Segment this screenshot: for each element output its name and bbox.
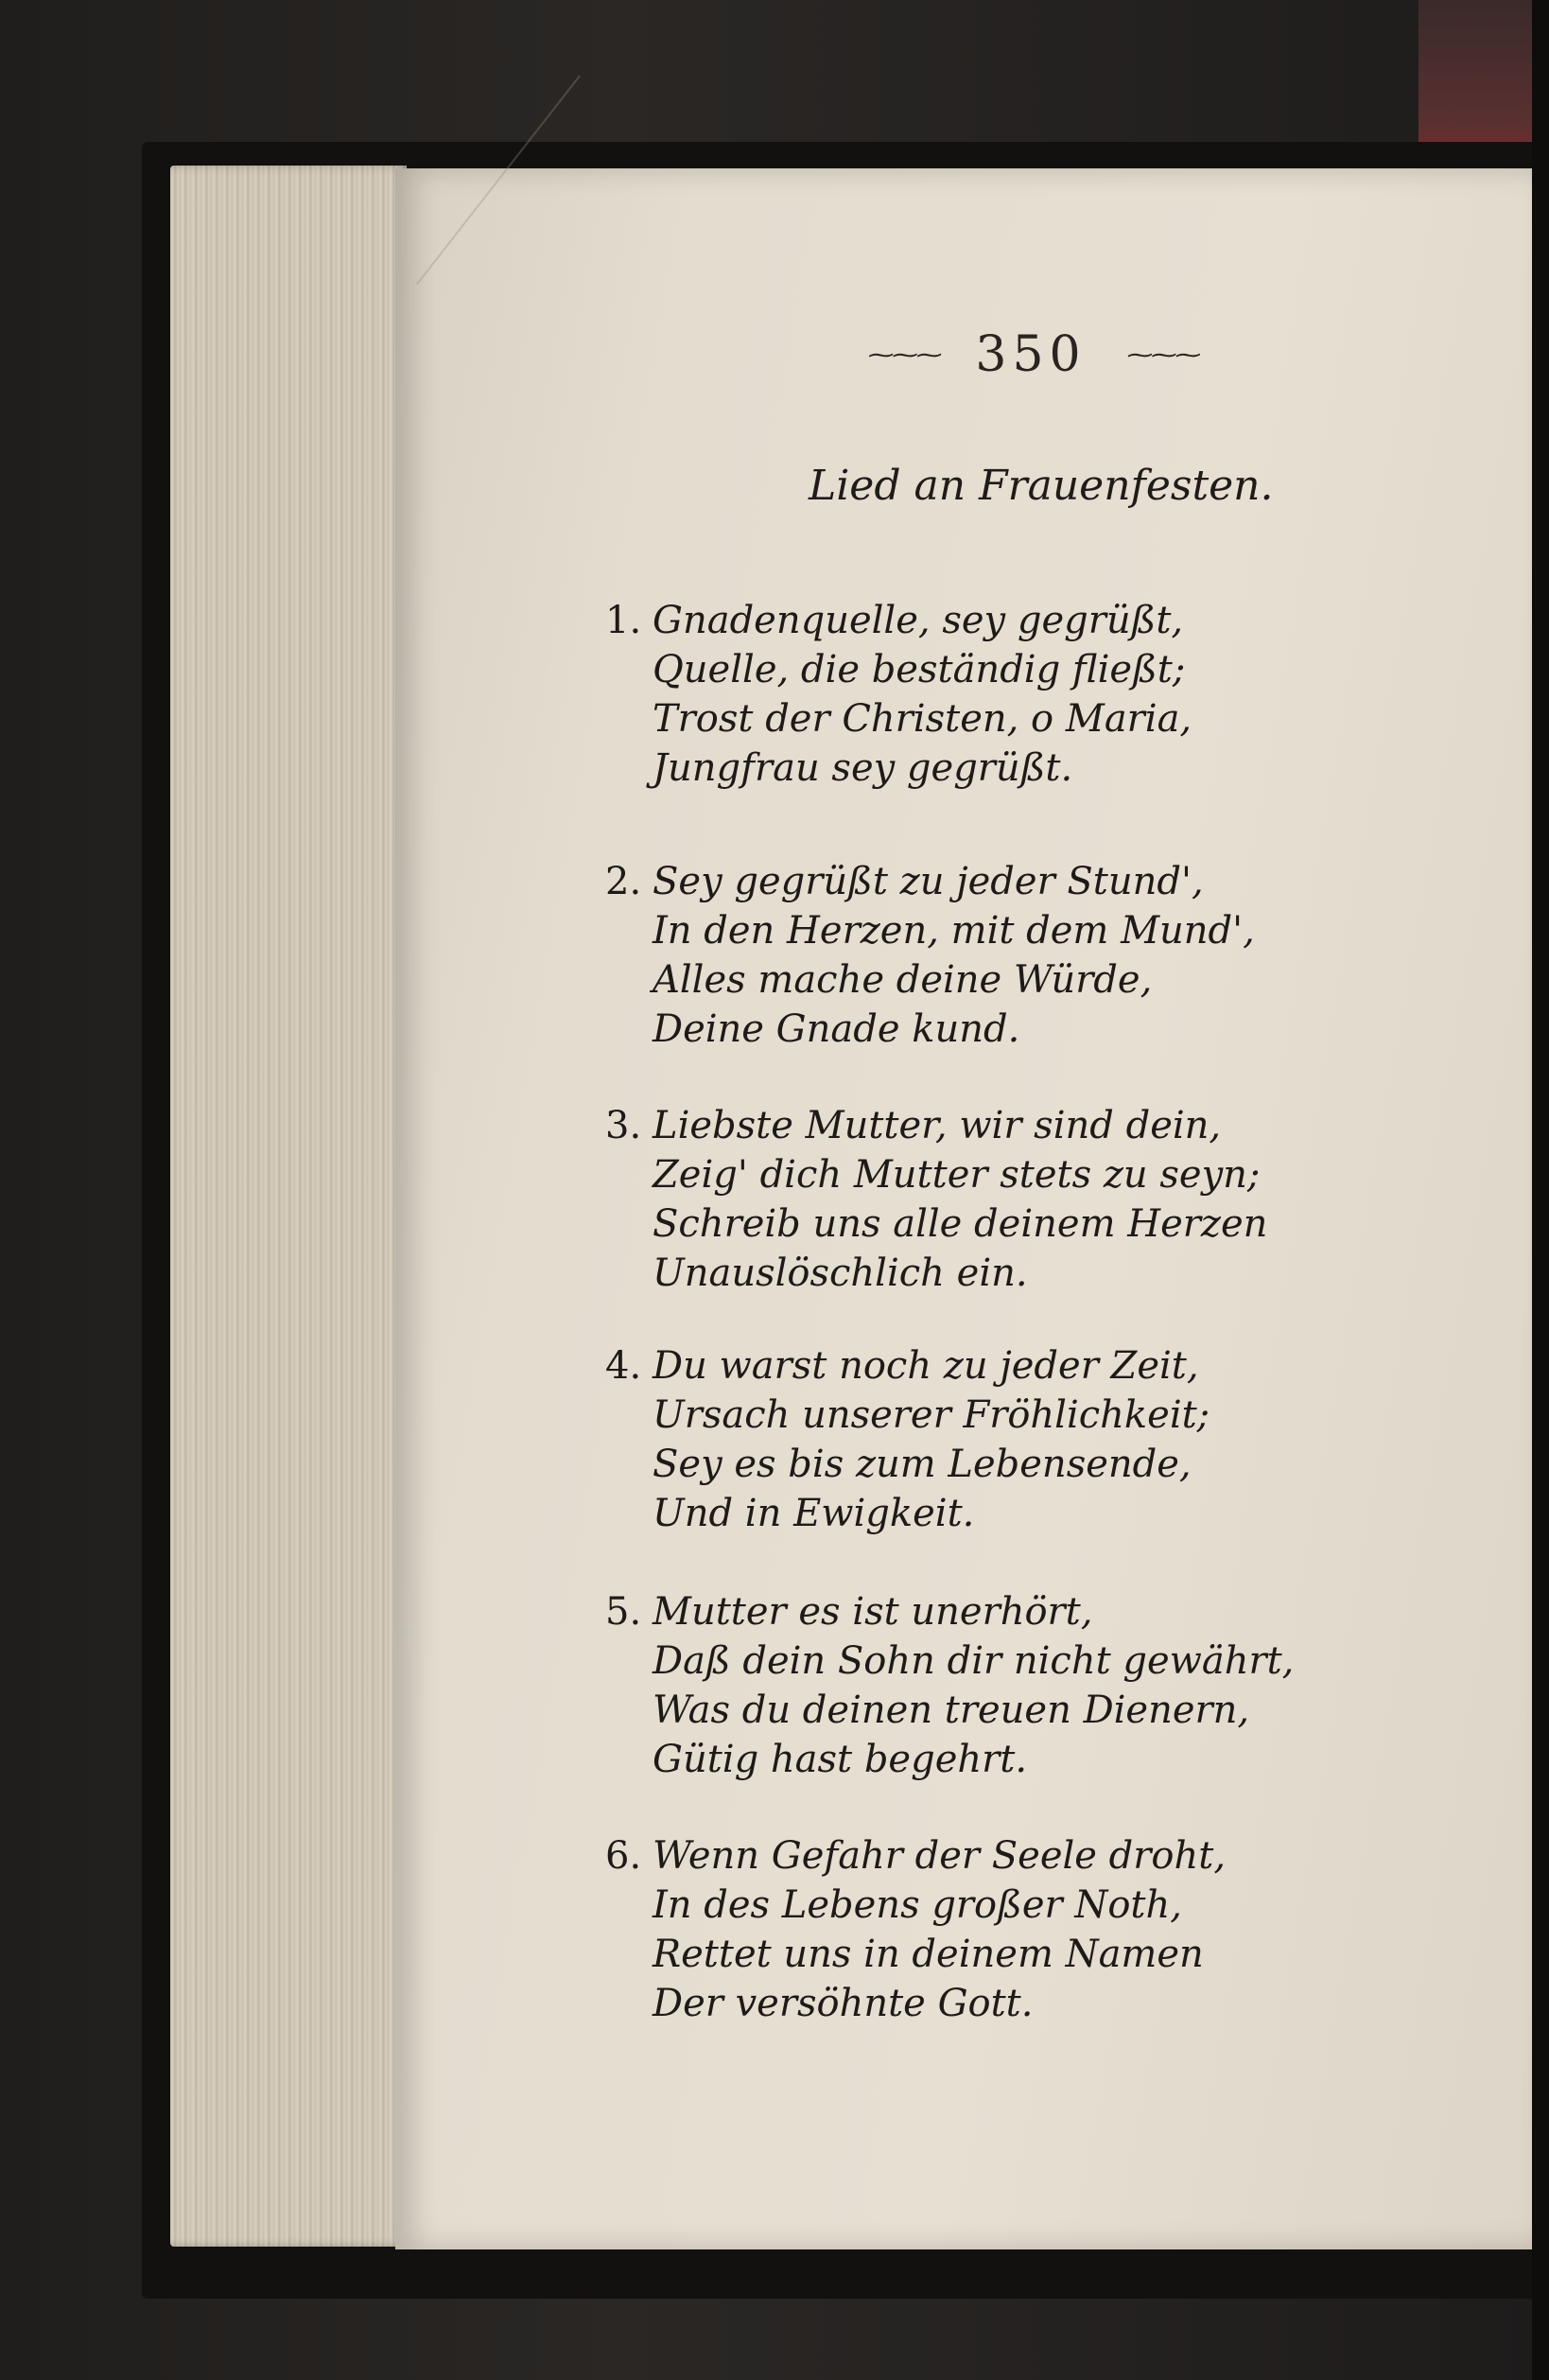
verse-line: Zeig' dich Mutter stets zu seyn; (653, 1153, 1261, 1197)
verse-line: Gütig hast begehrt. (653, 1738, 1028, 1781)
verse-line: Du warst noch zu jeder Zeit, (653, 1344, 1199, 1388)
verse-number: 2. (605, 860, 642, 903)
verse-line: In des Lebens großer Noth, (653, 1883, 1182, 1927)
verse-line: Wenn Gefahr der Seele droht, (653, 1834, 1227, 1878)
verse-6 (605, 1831, 1324, 2028)
verse-line: In den Herzen, mit dem Mund', (653, 909, 1255, 953)
verse-5 (605, 1587, 1324, 1784)
verse-line: Was du deinen treuen Dienern, (653, 1689, 1250, 1732)
verse-line: Und in Ewigkeit. (653, 1492, 975, 1535)
verse-number: 4. (605, 1344, 642, 1388)
verse-line: Rettet uns in deinem Namen (653, 1933, 1204, 1976)
verse-line: Deine Gnade kund. (653, 1007, 1020, 1051)
verse-line: Mutter es ist unerhört, (653, 1590, 1093, 1634)
verse-line: Liebste Mutter, wir sind dein, (653, 1104, 1222, 1147)
verse-number: 5. (605, 1590, 642, 1634)
verse-number: 6. (605, 1834, 642, 1878)
ornament-right: ∼∼∼ (1123, 341, 1197, 368)
verse-3 (605, 1101, 1324, 1298)
verse-line: Unauslöschlich ein. (653, 1251, 1028, 1295)
verse-2 (605, 857, 1324, 1054)
verse-line: Sey gegrüßt zu jeder Stund', (653, 860, 1204, 903)
verse-line: Daß dein Sohn dir nicht gewährt, (653, 1639, 1295, 1683)
verse-line: Quelle, die beständig fließt; (653, 648, 1186, 691)
song-title: Lied an Frauenfesten. (809, 462, 1274, 510)
verse-line: Trost der Christen, o Maria, (653, 697, 1192, 741)
page-number: 350 (975, 326, 1087, 383)
verse-4 (605, 1341, 1324, 1538)
verse-line: Sey es bis zum Lebensende, (653, 1443, 1192, 1486)
verse-line-text: nadenquelle, sey gegrüßt, (682, 599, 1184, 642)
verse-number: 1. (605, 599, 642, 642)
ornament-left: ∼∼∼ (864, 341, 938, 368)
verse-number: 3. (605, 1104, 642, 1147)
verse-line: Ursach unserer Fröhlichkeit; (653, 1393, 1210, 1437)
page-header (851, 322, 1210, 388)
page-edges (170, 166, 407, 2247)
drop-cap: G (653, 599, 683, 642)
verse-line: Der versöhnte Gott. (653, 1982, 1034, 2025)
background-edge (1532, 0, 1549, 2380)
verse-1 (605, 596, 1324, 793)
verse-line: Schreib uns alle deinem Herzen (653, 1202, 1268, 1246)
verse-line: Alles mache deine Würde, (653, 958, 1153, 1002)
verse-line: Jungfrau sey gegrüßt. (653, 746, 1073, 790)
verse-line (605, 596, 1324, 645)
